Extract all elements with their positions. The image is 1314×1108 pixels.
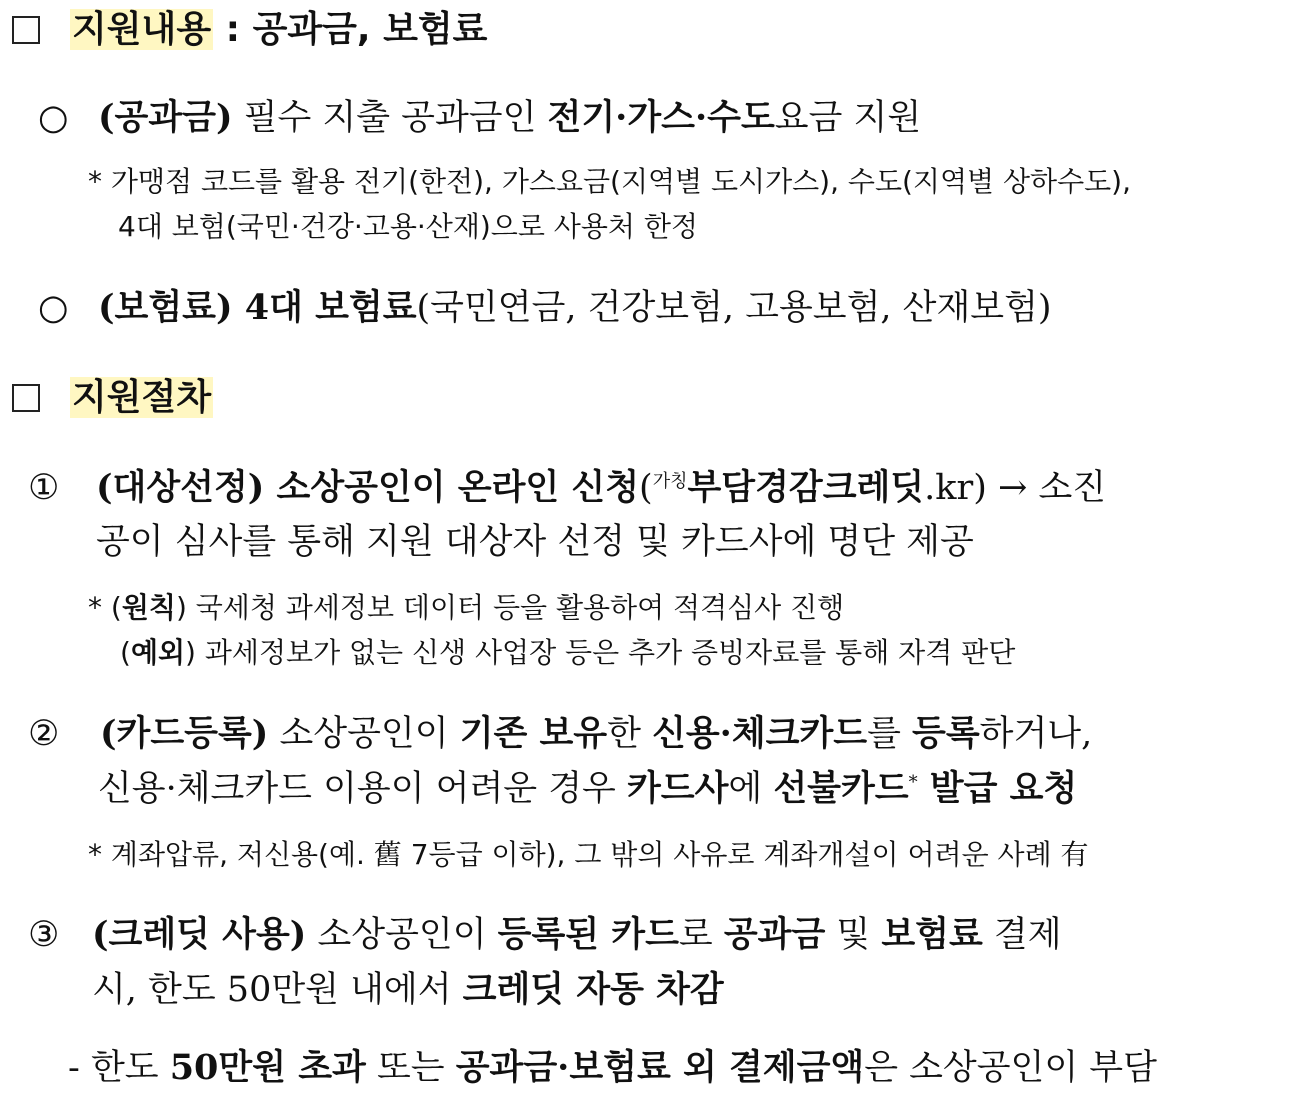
checkbox-square-icon <box>12 16 40 44</box>
circle-bullet-icon: ○ <box>38 98 69 138</box>
bullet-utility: ○ (공과금) 필수 지출 공과금인 전기·가스·수도요금 지원 <box>38 97 922 138</box>
step-number: ① <box>28 468 60 508</box>
section-support-procedure <box>12 376 213 420</box>
step-2-note: * 계좌압류, 저신용(예. 舊 7등급 이하), 그 밖의 사유로 계좌개설이 어려운 사례 有 <box>88 838 1089 871</box>
step-3-dash-note: - 한도 50만원 초과 또는 공과금·보험료 외 결제금액은 소상공인이 부담 <box>68 1047 1157 1088</box>
step-number: ③ <box>28 915 60 955</box>
section-title: 지원내용 <box>72 9 212 50</box>
step-3: ③ (크레딧 사용) 소상공인이 등록된 카드로 공과금 및 보험료 결제 <box>28 914 1062 955</box>
bullet-insurance: ○ (보험료) 4대 보험료(국민연금, 건강보험, 고용보험, 산재보험) <box>38 287 1052 328</box>
note-utility-line2: 4대 보험(국민·건강·고용·산재)으로 사용처 한정 <box>118 210 698 243</box>
step-2: ② (카드등록) 소상공인이 기존 보유한 신용·체크카드를 등록하거나, <box>28 713 1093 754</box>
tentative-label: 가칭 <box>652 471 688 492</box>
step-number: ② <box>28 714 60 754</box>
note-utility-line1: * 가맹점 코드를 활용 전기(한전), 가스요금(지역별 도시가스), 수도(지역별 상하수도), <box>88 165 1131 198</box>
step-1: ① (대상선정) 소상공인이 온라인 신청($^{가칭}$부담경감크레딧.kr) → 소진 <box>28 467 1107 508</box>
section-title: 지원절차 <box>72 377 212 418</box>
step-1-note-exception: (예외) 과세정보가 없는 신생 사업장 등은 추가 증빙자료를 통해 자격 판단 <box>120 636 1016 669</box>
checkbox-square-icon <box>12 384 40 412</box>
step-2-line2: 신용·체크카드 이용이 어려운 경우 카드사에 선불카드* 발급 요청 <box>98 768 1078 809</box>
section-title-rest: : 공과금, 보험료 <box>213 9 488 50</box>
step-3-line2: 시, 한도 50만원 내에서 크레딧 자동 차감 <box>92 969 724 1010</box>
step-1-line2: 공이 심사를 통해 지원 대상자 선정 및 카드사에 명단 제공 <box>96 522 974 562</box>
step-1-note-principle: * (원칙) 국세청 과세정보 데이터 등을 활용하여 적격심사 진행 <box>88 591 845 624</box>
circle-bullet-icon: ○ <box>38 288 69 328</box>
section-support-content <box>12 8 487 52</box>
